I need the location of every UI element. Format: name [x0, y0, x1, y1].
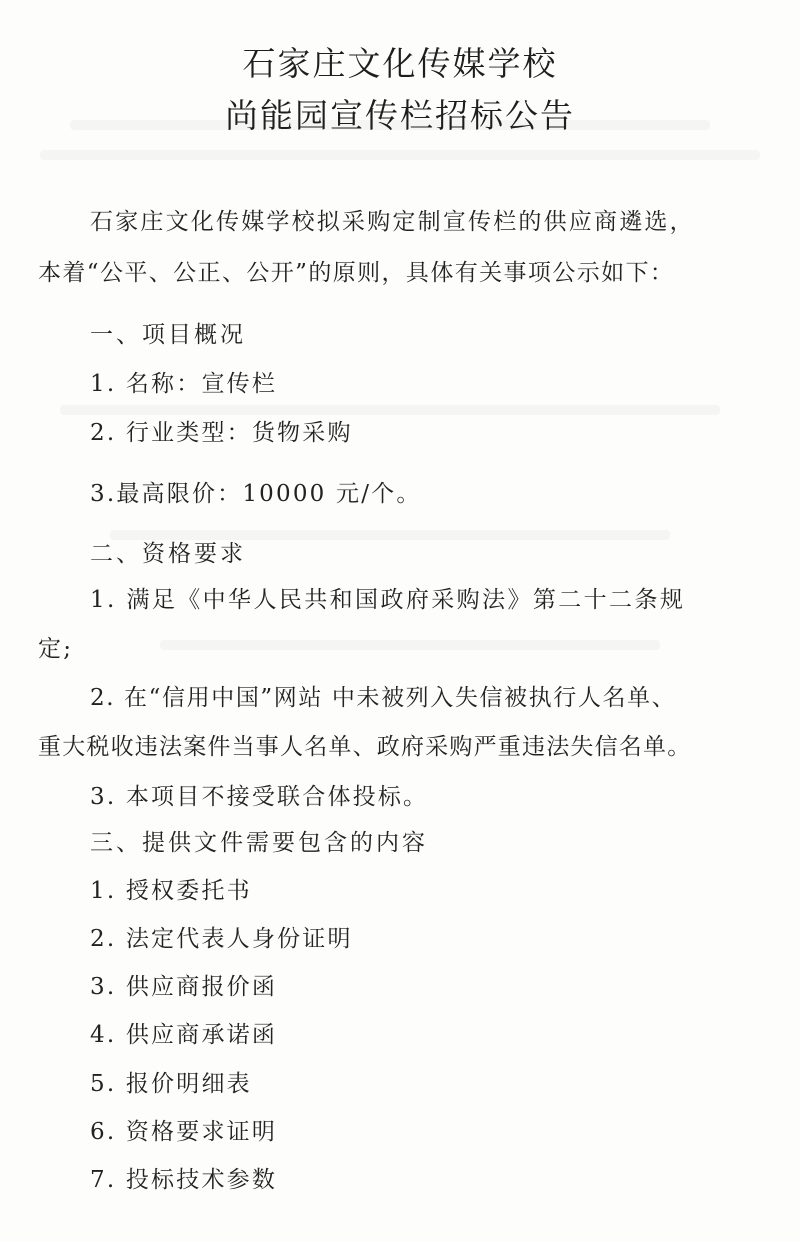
- section-2-item-2-line-2: 重大税收违法案件当事人名单、政府采购严重违法失信名单。: [38, 734, 692, 760]
- document-title-line-2: 尚能园宣传栏招标公告: [225, 96, 575, 135]
- section-1-item-1: 1. 名称：宣传栏: [90, 371, 278, 397]
- section-3-item-6: 6. 资格要求证明: [90, 1119, 278, 1145]
- bleed-through-texture: [40, 150, 760, 160]
- section-3-item-5: 5. 报价明细表: [90, 1071, 252, 1097]
- document-title-line-1: 石家庄文化传媒学校: [242, 44, 558, 83]
- section-2-item-2-line-1: 2. 在“信用中国”网站 中未被列入失信被执行人名单、: [90, 685, 677, 711]
- section-1-item-2: 2. 行业类型：货物采购: [90, 420, 353, 446]
- section-3-item-4: 4. 供应商承诺函: [90, 1022, 278, 1048]
- bleed-through-texture: [160, 640, 660, 650]
- section-3-item-1: 1. 授权委托书: [90, 878, 252, 904]
- intro-line-1: 石家庄文化传媒学校拟采购定制宣传栏的供应商遴选，: [90, 209, 695, 235]
- section-3-item-2: 2. 法定代表人身份证明: [90, 926, 353, 952]
- section-2-item-1-line-1: 1. 满足《中华人民共和国政府采购法》第二十二条规: [90, 587, 686, 613]
- section-1-heading: 一、项目概况: [90, 322, 246, 348]
- section-1-item-3: 3.最高限价：10000 元/个。: [90, 481, 422, 507]
- section-2-heading: 二、资格要求: [90, 541, 246, 567]
- section-3-heading: 三、提供文件需要包含的内容: [90, 830, 428, 856]
- intro-line-2: 本着“公平、公正、公开”的原则，具体有关事项公示如下：: [38, 260, 675, 286]
- section-3-item-7: 7. 投标技术参数: [90, 1167, 278, 1193]
- section-2-item-3: 3. 本项目不接受联合体投标。: [90, 784, 429, 810]
- section-2-item-1-line-2: 定;: [38, 636, 74, 662]
- section-3-item-3: 3. 供应商报价函: [90, 974, 278, 1000]
